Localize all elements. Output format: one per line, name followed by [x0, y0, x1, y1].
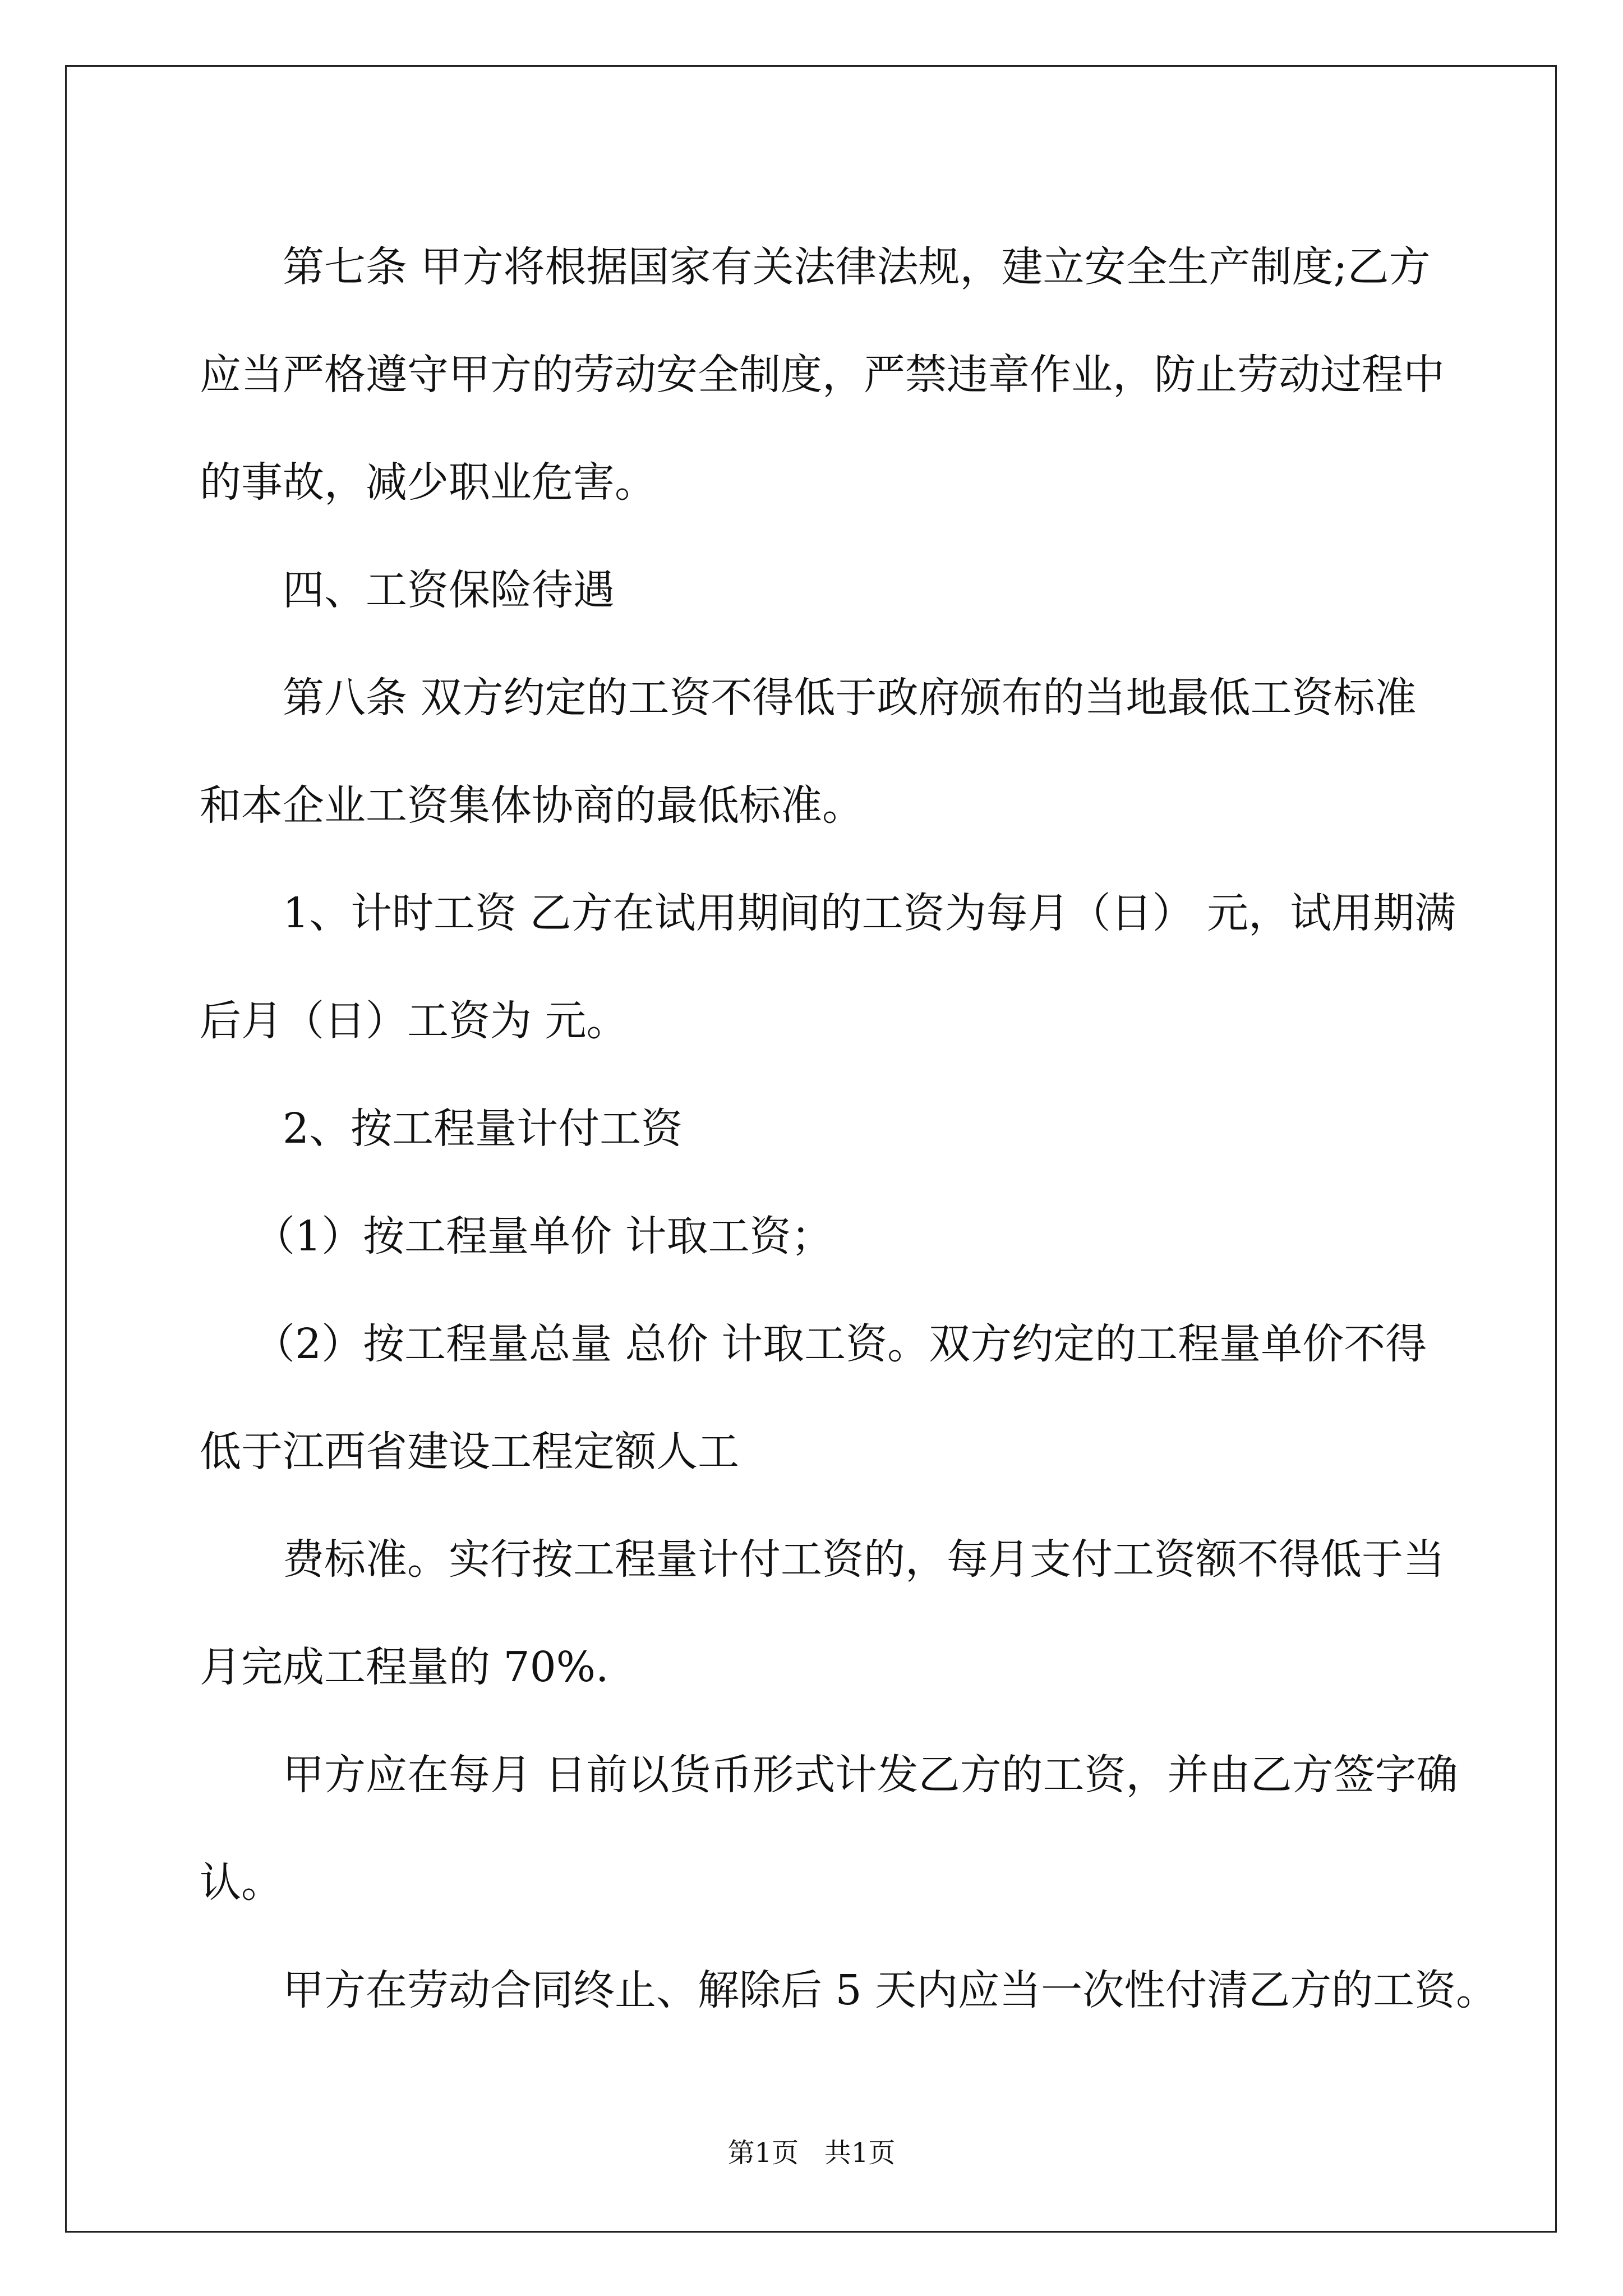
- document-body: [200, 213, 1498, 2044]
- paragraph: 第七条 甲方将根据国家有关法律法规，建立安全生产制度;乙方: [283, 243, 1431, 291]
- paragraph: （1）按工程量单价 计取工资；: [253, 1212, 833, 1260]
- paragraph: 第八条 双方约定的工资不得低于政府颁布的当地最低工资标准: [283, 674, 1417, 722]
- paragraph: 甲方在劳动合同终止、解除后 5 天内应当一次性付清乙方的工资。: [283, 1966, 1498, 2014]
- paragraph: （2）按工程量总量 总价 计取工资。双方约定的工程量单价不得: [253, 1320, 1427, 1368]
- paragraph: 和本企业工资集体协商的最低标准。: [200, 781, 864, 830]
- paragraph: 的事故，减少职业危害。: [200, 458, 656, 507]
- paragraph: 低于江西省建设工程定额人工: [200, 1428, 739, 1476]
- paragraph: 费标准。实行按工程量计付工资的，每月支付工资额不得低于当: [283, 1535, 1445, 1584]
- paragraph: 月完成工程量的 70%.: [200, 1643, 609, 1691]
- paragraph: 2、按工程量计付工资: [283, 1105, 683, 1153]
- paragraph: 认。: [200, 1858, 283, 1907]
- paragraph: 1、计时工资 乙方在试用期间的工资为每月（日） 元，试用期满: [283, 889, 1456, 937]
- paragraph: 四、工资保险待遇: [283, 566, 615, 614]
- paragraph: 甲方应在每月 日前以货币形式计发乙方的工资，并由乙方签字确: [283, 1751, 1458, 1799]
- paragraph: 后月（日）工资为 元。: [200, 997, 628, 1045]
- page-number-footer: 第1页 共1页: [727, 2137, 896, 2169]
- paragraph: 应当严格遵守甲方的劳动安全制度，严禁违章作业，防止劳动过程中: [200, 351, 1445, 399]
